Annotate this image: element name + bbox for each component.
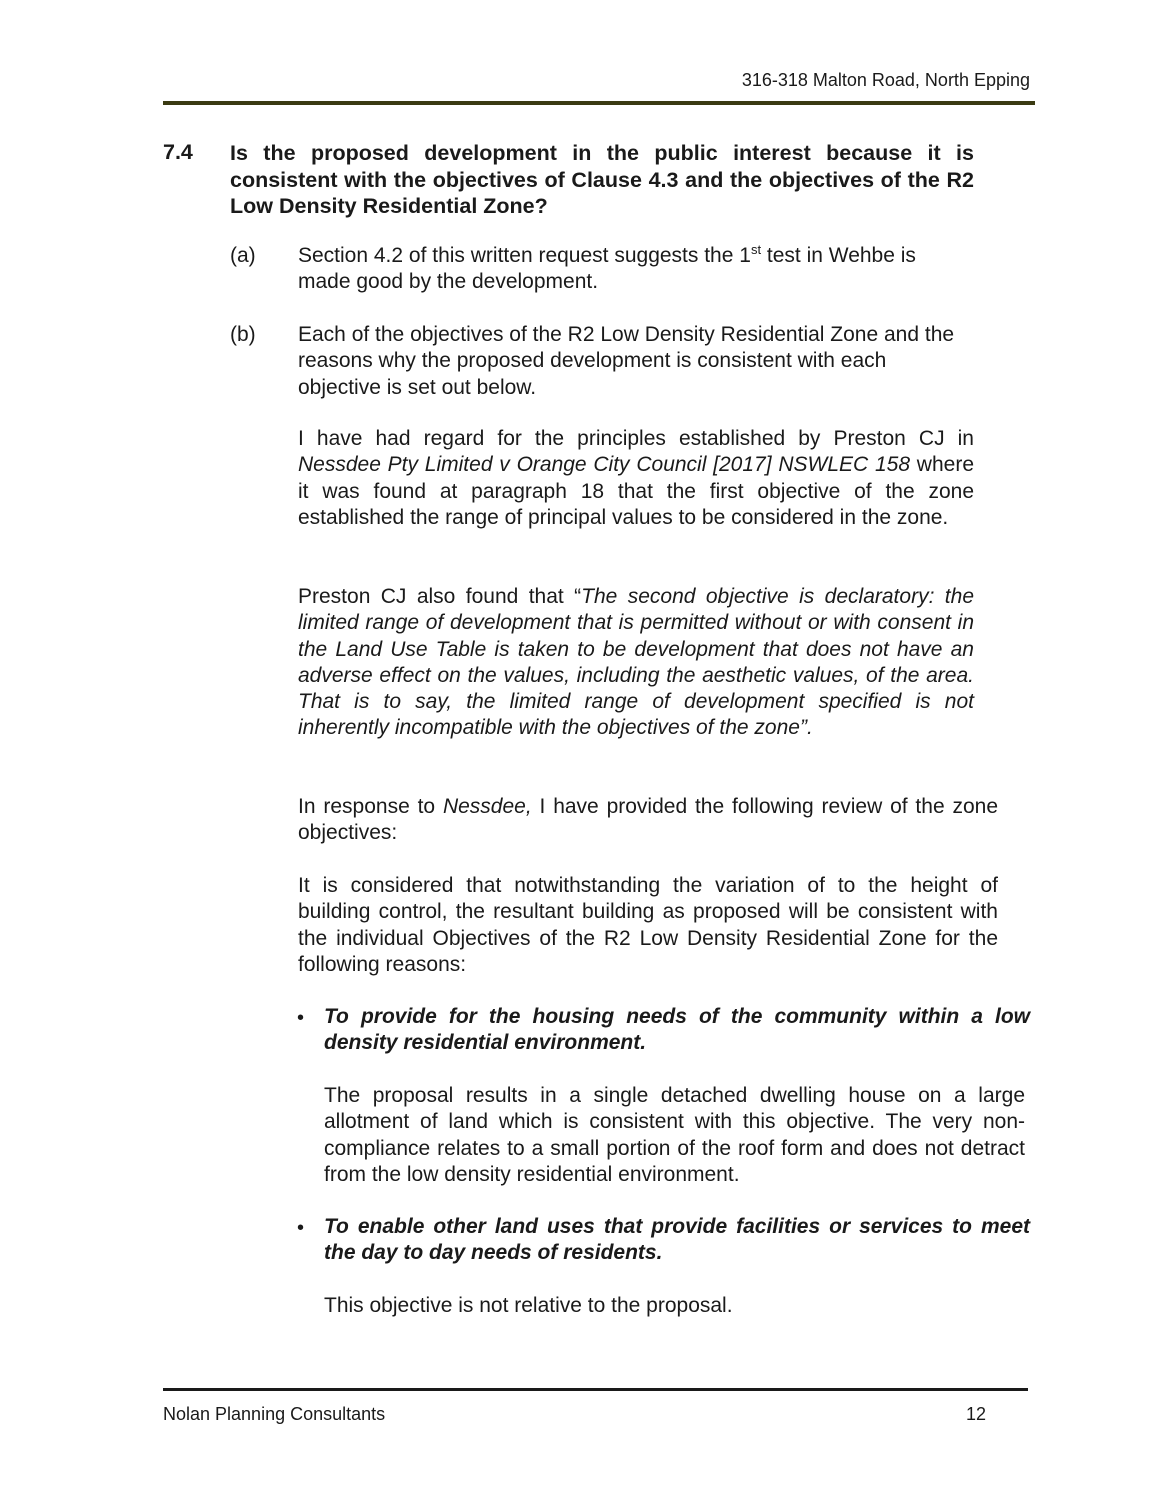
paragraph-response-start: In response to [298, 795, 443, 818]
paragraph-response-end: I have provided the following review of the zone objectives: [298, 795, 999, 845]
item-a-text-end: test in Wehbe is made good by the development. [298, 244, 916, 294]
paragraph-principles-start: I have had regard for the principles established by Preston CJ in [298, 427, 974, 450]
objective-2-heading: To enable other land uses that provide facilities or services to meet the day to day needs of residents. [324, 1215, 1030, 1265]
item-b-label: (b) [230, 323, 256, 346]
paragraph-considered: It is considered that notwithstanding the variation of to the height of building control, the resultant building as proposed will be consistent with the individual Objectives of the R2 Low Density Residential Zone for the following reasons: [298, 874, 998, 976]
page-number: 12 [966, 1404, 987, 1424]
bullet-2: • [297, 1217, 305, 1239]
objective-1-response: The proposal results in a single detached dwelling house on a large allotment of land which is consistent with this objective. The very non-compliance relates to a small portion of the roof form and does not detract from the low density residential environment. [324, 1084, 1025, 1186]
section-number: 7.4 [163, 140, 193, 164]
case-name-nessdee: Nessdee, [442, 795, 532, 818]
paragraph-response [298, 794, 998, 847]
objective-1-heading: To provide for the housing needs of the community within a low density residential environment. [324, 1005, 1030, 1055]
paragraph-principles-end: where it was found at paragraph 18 that the first objective of the zone established the range of principal values to be considered in the zone. [298, 453, 974, 529]
item-b-text: Each of the objectives of the R2 Low Density Residential Zone and the reasons why the proposed development is consistent with each objective is set out below. [298, 323, 955, 399]
preston-quote: The second objective is declaratory: the limited range of development that is permitted without or with consent in the Land Use Table is taken to be development that does not have an adverse effect on the values, including the aesthetic values, of the area. That is to say, the limited range of development specified is not inherently incompatible with the objectives of the zone”. [298, 585, 974, 740]
item-a-superscript: st [750, 242, 762, 257]
footer-company: Nolan Planning Consultants [163, 1404, 386, 1424]
item-a-label: (a) [230, 244, 256, 267]
objective-2-response: This objective is not relative to the proposal. [324, 1294, 733, 1317]
paragraph-quote-start: Preston CJ also found that “ [298, 585, 582, 608]
section-title: Is the proposed development in the public interest because it is consistent with the objectives of Clause 4.3 and the objectives of the R2 Low Density Residential Zone? [230, 141, 974, 218]
footer-rule [163, 1388, 1028, 1391]
item-a-text-start: Section 4.2 of this written request suggests the 1 [298, 244, 751, 267]
case-citation-nessdee: Nessdee Pty Limited v Orange City Council [2017] NSWLEC 158 [298, 453, 911, 477]
paragraph-principles [298, 426, 974, 531]
header-rule [163, 101, 1035, 105]
paragraph-quote [298, 584, 974, 742]
page-header-address: 316-318 Malton Road, North Epping [741, 70, 1030, 90]
item-a-text [298, 243, 974, 296]
bullet-1: • [297, 1007, 305, 1029]
